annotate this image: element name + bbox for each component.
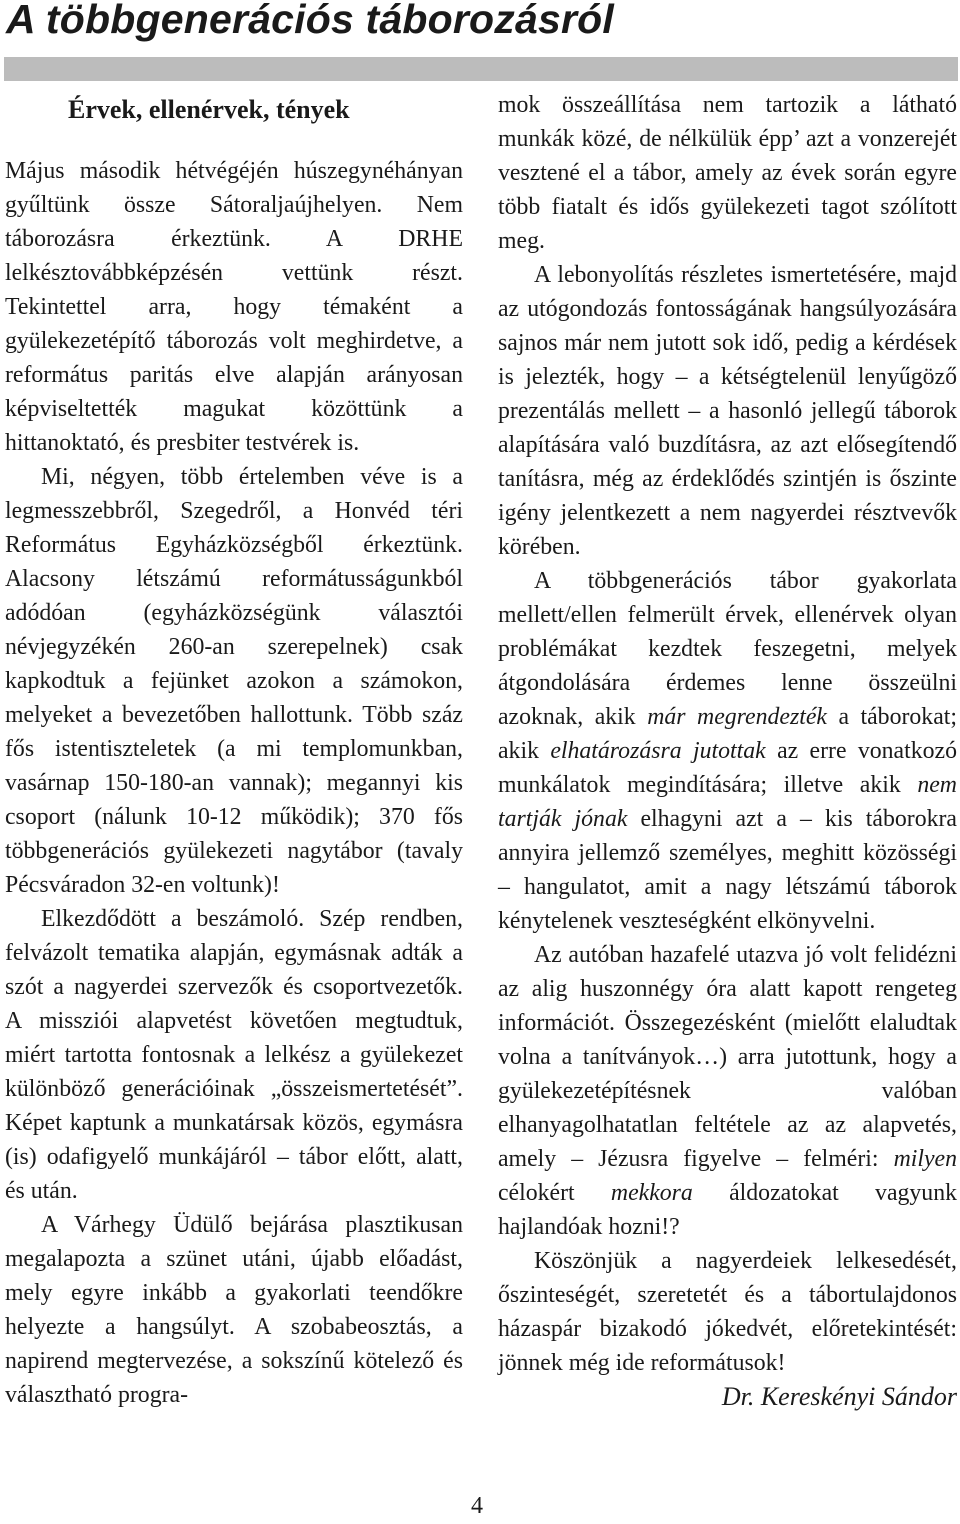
- paragraph-7-emphasis-2: elhatározásra jutottak: [550, 738, 766, 764]
- paragraph-1: Május második hétvégéjén húszegynéhányan gyűltünk össze Sátoraljaújhelyen. Nem táborozásra érkeztünk. A DRHE lelkésztovábbképzésén vettünk részt. Tekintettel arra, hogy témaként a gyülekezetépítő táborozás volt meghirdetve, a református paritás elve alapján arányosan képviseltették magukat közöttünk a hittanoktató, és presbiter testvérek is.: [5, 158, 463, 456]
- paragraph-7-emphasis-3: nem tartják jónak: [498, 772, 957, 832]
- paragraph-7-text-4: elhagyni azt a – kis táborokra annyira jellemző személyes, meghitt közösségi – hangulatot, amit a nagy létszámú táborok kénytelenek veszteségként elkönyvelni.: [498, 806, 957, 934]
- paragraph-3: Elkezdődött a beszámoló. Szép rendben, felvázolt tematika alapján, egymásnak adták a szót a nagyerdei szervezők és csoportvezetők. A missziói alapvetést követően megtudtuk, miért tartotta fontosnak a lelkész a gyülekezet különböző generációinak „összeismertetését”. Képet kaptunk a munkatársak közös, egymásra (is) odafigyelő munkájáról – tábor előtt, alatt, és után.: [5, 906, 463, 1204]
- right-column: [498, 88, 957, 1414]
- paragraph-8-text-1: Az autóban hazafelé utazva jó volt felidézni az alig huszonnégy óra alatt kapott rengeteg információt. Összegezésként (mielőtt elaludtak volna a tanítványok…) arra jutottunk, hogy a gyülekezetépítésnek valóban elhanyagolhatatlan feltétele az az alapvetés, amely – Jézusra figyelve – felméri:: [498, 942, 957, 1172]
- left-column: [5, 88, 463, 1412]
- paragraph-7-emphasis-1: már megrendezték: [647, 704, 827, 730]
- paragraph-8-text-3: áldozatokat vagyunk hajlandóak hozni!?: [498, 1180, 957, 1240]
- paragraph-8-emphasis-2: mekkora: [610, 1180, 693, 1206]
- paragraph-5: mok összeállítása nem tartozik a látható munkák közé, de nélkülük épp’ azt a vonzerejét vesztené el a tábor, amely az évek során egyre több fiatalt és idős gyülekezeti tagot szólított meg.: [498, 92, 957, 254]
- page-number: 4: [471, 1493, 483, 1519]
- paragraph-7-text-2: a táborokat; akik: [498, 704, 957, 764]
- title-rule: [4, 57, 958, 81]
- paragraph-4: A Várhegy Üdülő bejárása plasztikusan megalapozta a szünet utáni, újabb előadást, mely egyre inkább a gyakorlati teendőkre helyezte a hangsúlyt. A szobabeosztás, a napirend megtervezése, a sokszínű kötelező és választható progra-: [5, 1212, 463, 1408]
- paragraph-6: A lebonyolítás részletes ismertetésére, majd az utógondozás fontosságának hangsúlyozására sajnos már nem jutott sok idő, pedig a kérdések is jelezték, hogy – a kétségtelenül lenyűgöző prezentálás mellett – a hasonló jellegű táborok alapítására való buzdításra, az azt elősegítendő tanításra, még az érdeklődés szintjén is őszinte igény jelentkezett a nem nagyerdei résztvevők körében.: [498, 262, 957, 560]
- paragraph-7-text-3: az erre vonatkozó munkálatok megindítására; illetve akik: [498, 738, 957, 798]
- paragraph-2: Mi, négyen, több értelemben véve is a legmesszebbről, Szegedről, a Honvéd téri Református Egyházközségből érkeztünk. Alacsony létszámú reformátusságunkból adódóan (egyházközségünk választói névjegyzékén 260-an szerepelnek) csak kapkodtuk a fejünket azokon a számokon, melyeket a bevezetőben hallottunk. Több száz fős istentiszteletek (a mi templomunkban, vasárnap 150-180-an vannak); megannyi kis csoport (nálunk 10-12 működik); 370 fős többgenerációs gyülekezeti nagytábor (tavaly Pécsváradon 32-en voltunk)!: [5, 464, 463, 898]
- paragraph-7-text-1: A többgenerációs tábor gyakorlata mellett/ellen felmerült érvek, ellenérvek olyan problémákat kezdtek feszegetni, melyek átgondolására érdemes lenne összeülni azoknak, akik: [498, 568, 957, 730]
- article-subtitle: Érvek, ellenérvek, tények: [68, 95, 350, 124]
- paragraph-9: Köszönjük a nagyerdeiek lelkesedését, őszinteségét, szeretetét és a tábortulajdonos házaspár bizakodó jókedvét, előretekintését: jönnek még ide reformátusok!: [498, 1248, 957, 1376]
- paragraph-8-emphasis-1: milyen: [893, 1146, 957, 1172]
- page-title: A többgenerációs táborozásról: [6, 0, 614, 42]
- paragraph-7: [498, 564, 957, 938]
- paragraph-8: [498, 938, 957, 1244]
- paragraph-8-text-2: célokért: [498, 1180, 611, 1206]
- author-signature: Dr. Kereskényi Sándor: [721, 1382, 957, 1411]
